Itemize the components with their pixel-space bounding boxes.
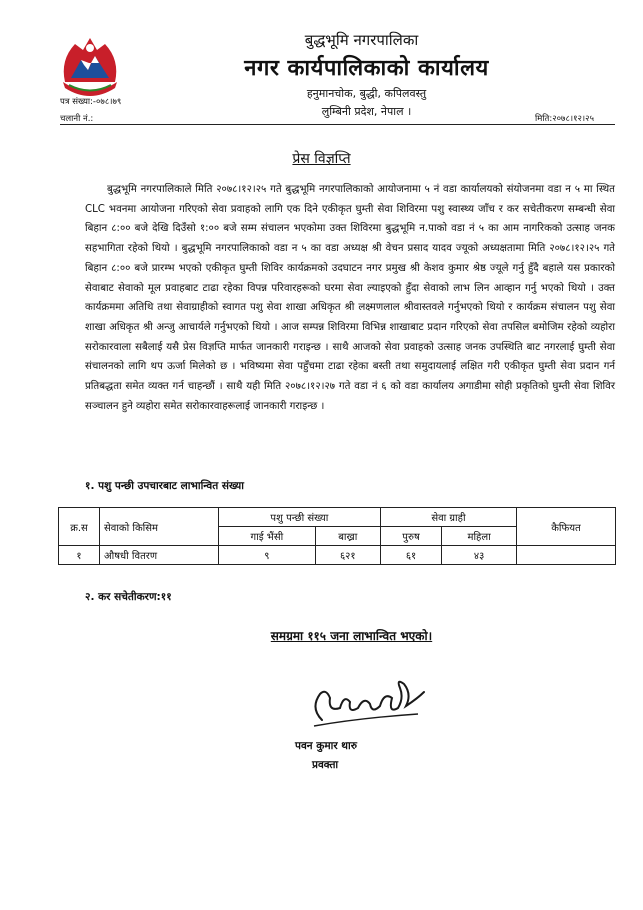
cell-serial: १	[59, 546, 100, 565]
body-text: बुद्धभूमि नगरपालिकाले मिति २०७८।१२।२५ गते बुद्धभूमि नगरपालिकाको आयोजनामा ५ नं वडा कार्यालयको संयोजनमा वडा न ५ मा स्थित CLC भवनमा आयोजना गरिएको सेवा प्रवाहको लागि एक दिने एकीकृत घुम्ती सेवा शिविरमा पशु स्वास्थ्य जाँच र कर सचेतीकरण सम्बन्धी सेवा बिहान ८:०० बजे देखि दिउँसो १:०० बजे सम्म संचालन भएकोमा उक्त शिविरमा बुद्धभूमि न.पाको वडा नं ५ का आम नागरिकको उत्साह जनक सहभागिता रहेको थियो । बुद्धभूमि नगरपालिकाको वडा न ५ का वडा अध्यक्ष श्री वेचन प्रसाद यादव ज्यूको अध्यक्षतामा मिति २०७८।१२।२५ गते बिहान ८:०० बजे प्रारम्भ भएको एकीकृत घुम्ती शिविर कार्यक्रमको उदघाटन नगर प्रमुख श्री केशव कुमार श्रेष्ठ ज्यूले गर्नु हुँदै बहाले यस प्रकारको सेवाबाट सेवाको मूल प्रवाहबाट टाढा रहेका विपन्न परिवारहरूको घरमा सेवा ल्याइएको हुँदा सेवाको लाभ लिन आव्हान गर्नु भएको थियो । उक्त कार्यक्रममा अतिथि तथा सेवाग्राहीको स्वागत पशु सेवा शाखा अधिकृत श्री लक्ष्मणलाल श्रीवास्तवले गर्नुभएको थियो र कार्यक्रम संचालन पशु सेवा शाखा अधिकृत श्री अन्जु आचार्यले गर्नुभएको थियो । आज सम्पन्न शिविरमा विभिन्न शाखाबाट प्रदान गरिएको सेवा तपसिल बमोजिम रहेको व्यहोरा सरोकारवाला सबैलाई यसै प्रेस विज्ञप्ति मार्फत जानकारी गराइन्छ । साथै आजको सेवा प्रवाहको उत्साह जनक उपस्थिति बाट नगरलाई घुम्ती सेवा संचालनको लागि थप ऊर्जा मिलेको छ । भविष्यमा सेवा पहुँचमा टाढा रहेका बस्ती तथा समुदायलाई लक्षित गरी एकीकृत घुम्ती सेवा प्रदान गर्न प्रतिबद्धता समेत व्यक्त गर्न चाहन्छौं । साथै यही मिति २०७८।१२।२७ गते वडा नं ६ को वडा कार्यालय अगाडीमा सोही प्रकृतिको घुम्ती सेवा शिविर सञ्चालन हुने व्यहोरा समेत सरोकारवाहरूलाई जानकारी गराइन्छ ।	[85, 184, 615, 412]
header-serial: क्र.स	[59, 508, 100, 546]
header-recipients: सेवा ग्राही	[380, 508, 516, 527]
signatory-name: पवन कुमार थारु	[295, 740, 358, 752]
header-male: पुरुष	[380, 527, 441, 546]
press-release-title	[0, 149, 643, 168]
letter-date: मिति:२०७८।१२।२५	[535, 114, 594, 124]
cell-female: ४३	[442, 546, 517, 565]
summary-text: समग्रमा ११५ जना लाभान्वित भएको।	[270, 629, 433, 643]
beneficiary-table	[58, 507, 616, 565]
org-name: बुद्धभूमि नगरपालिका	[304, 31, 419, 49]
signature-icon	[300, 668, 440, 736]
header-divider	[60, 124, 615, 125]
cell-goat: ६२१	[315, 546, 380, 565]
signatory-role: प्रवक्ता	[312, 759, 339, 771]
header-service-type: सेवाको किसिम	[100, 508, 219, 546]
cell-male: ६१	[380, 546, 441, 565]
section-1-heading: १. पशु पन्छी उपचारबाट लाभान्वित संख्या	[85, 480, 244, 492]
summary-line	[0, 627, 643, 644]
letter-number: पत्र संख्या:-०७८।७९	[60, 97, 122, 107]
header-animals: पशु पन्छी संख्या	[219, 508, 381, 527]
title-text: प्रेस विज्ञप्ति	[292, 151, 351, 167]
header-goat: बाख्रा	[315, 527, 380, 546]
section-2-heading: २. कर सचेतीकरण:११	[85, 591, 172, 603]
office-name: नगर कार्यपालिकाको कार्यालय	[244, 56, 489, 81]
dispatch-number: चलानी नं.:	[60, 114, 94, 124]
table-row	[59, 546, 616, 565]
address-line-1: हनुमानचोक, बुद्धी, कपिलवस्तु	[306, 87, 427, 100]
cell-service-type: औषधी वितरण	[100, 546, 219, 565]
cell-remarks	[517, 546, 616, 565]
header-cow-buffalo: गाई भैंसी	[219, 527, 316, 546]
body-paragraph	[85, 180, 615, 416]
address-line-2: लुम्बिनी प्रदेश, नेपाल ।	[321, 105, 412, 118]
header-female: महिला	[442, 527, 517, 546]
header-remarks: कैफियत	[517, 508, 616, 546]
cell-cow-buffalo: ९	[219, 546, 316, 565]
table-header-row	[59, 508, 616, 527]
